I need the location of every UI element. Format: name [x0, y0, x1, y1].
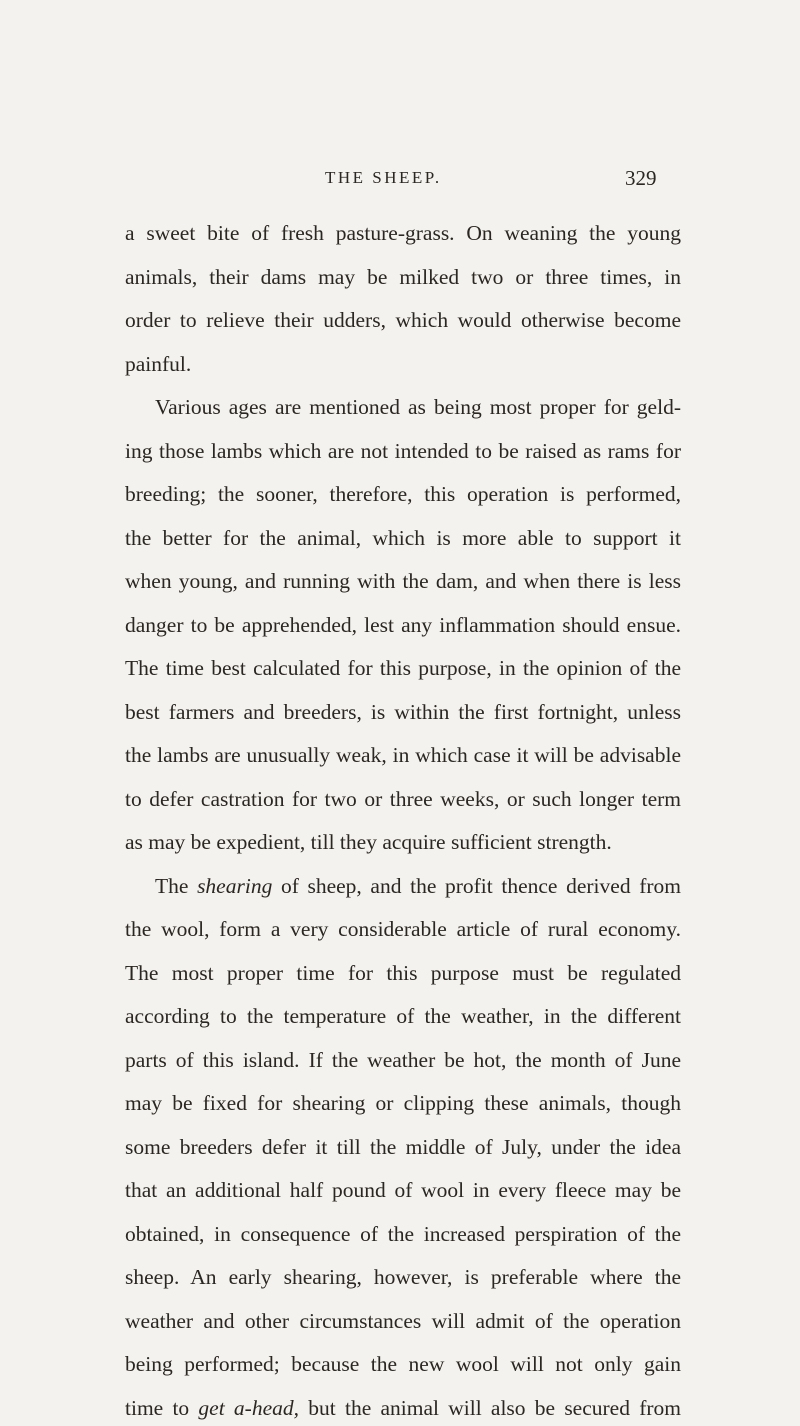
text-line: some breeders defer it till the middle of July, under the idea	[125, 1134, 681, 1159]
text-line: painful.	[125, 351, 192, 376]
text-line: animals, their dams may be milked two or three times, in	[125, 264, 681, 289]
running-title: THE SHEEP.	[325, 168, 442, 187]
text-line: breeding; the sooner, therefore, this operation is performed,	[125, 482, 681, 506]
text-line: that an additional half pound of wool in every fleece may be	[125, 1178, 681, 1202]
text-line: obtained, in consequence of the increased perspiration of the	[125, 1221, 681, 1246]
italic-term: shearing	[197, 873, 273, 898]
text-line: best farmers and breeders, is within the first fortnight, unless	[125, 699, 681, 724]
text-line: The shearing of sheep, and the profit thence derived from	[155, 873, 681, 898]
text-line: sheep. An early shearing, however, is preferable where the	[125, 1265, 681, 1289]
text-line: danger to be apprehended, lest any inflammation should ensue.	[125, 612, 681, 637]
text-line: as may be expedient, till they acquire sufficient strength.	[125, 830, 612, 854]
text-line: may be fixed for shearing or clipping these animals, though	[125, 1091, 681, 1115]
text-line: time to get a-head, but the animal will also be secured from	[125, 1395, 682, 1420]
text-line: the lambs are unusually weak, in which case it will be advisable	[125, 743, 681, 767]
text-line: the wool, form a very considerable article of rural economy.	[125, 917, 681, 941]
text-line: parts of this island. If the weather be hot, the month of June	[125, 1047, 681, 1072]
text-line: to defer castration for two or three weeks, or such longer term	[125, 786, 681, 811]
text-line: being performed; because the new wool will not only gain	[125, 1352, 681, 1376]
text-line: when young, and running with the dam, and when there is less	[125, 569, 681, 593]
text-line: The most proper time for this purpose must be regulated	[125, 960, 681, 985]
text-line: a sweet bite of fresh pasture-grass. On weaning the young	[125, 221, 681, 245]
text-line: according to the temperature of the weather, in the different	[125, 1004, 681, 1028]
text-line: The time best calculated for this purpose, in the opinion of the	[125, 656, 681, 680]
text-line: ing those lambs which are not intended to be raised as rams for	[125, 438, 681, 463]
text-line: Various ages are mentioned as being most proper for geld-	[155, 395, 681, 419]
italic-term: get a-head,	[198, 1395, 300, 1420]
page-number: 329	[625, 166, 657, 190]
text-line: weather and other circumstances will admit of the operation	[125, 1308, 681, 1333]
running-head	[0, 166, 800, 196]
text-line: order to relieve their udders, which would otherwise become	[125, 308, 681, 332]
text-line: the better for the animal, which is more able to support it	[125, 525, 681, 550]
